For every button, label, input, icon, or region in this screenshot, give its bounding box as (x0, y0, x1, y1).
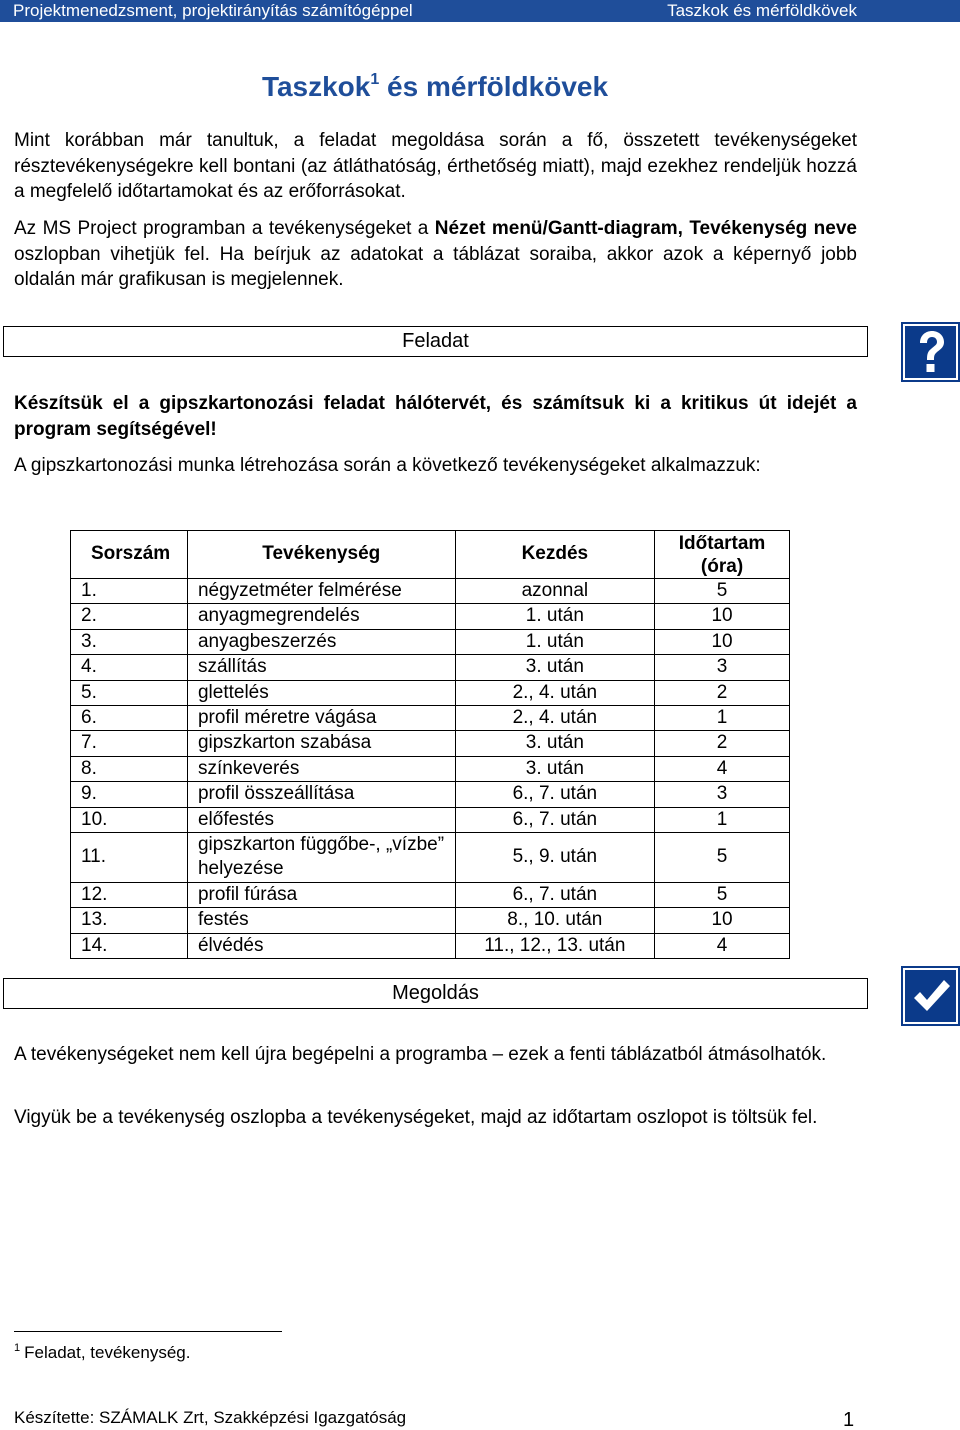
table-row (71, 933, 790, 958)
cell-sorszam: 13. (71, 908, 188, 933)
table-header-row (71, 531, 790, 579)
cell-kezdes: 3. után (455, 756, 655, 781)
cell-sorszam: 11. (71, 833, 188, 883)
cell-kezdes: 2., 4. után (455, 706, 655, 731)
cell-sorszam: 6. (71, 706, 188, 731)
table-row (71, 908, 790, 933)
table-row (71, 604, 790, 629)
footnote-divider (14, 1331, 282, 1332)
table-row (71, 731, 790, 756)
table-row (71, 833, 790, 883)
table-row (71, 807, 790, 832)
cell-kezdes: azonnal (455, 579, 655, 604)
table-row (71, 782, 790, 807)
cell-tevekenyseg: szállítás (187, 655, 455, 680)
cell-tevekenyseg: profil összeállítása (187, 782, 455, 807)
cell-sorszam: 8. (71, 756, 188, 781)
cell-sorszam: 9. (71, 782, 188, 807)
cell-sorszam: 12. (71, 882, 188, 907)
cell-tevekenyseg: glettelés (187, 680, 455, 705)
page-number: 1 (843, 1409, 855, 1430)
intro-p2-b: oszlopban vihetjük fel. Ha beírjuk az adatokat a táblázat soraiba, akkor azok a képernyő jobb oldalán már grafikusan is megjelennek. (14, 243, 857, 290)
table-row (71, 629, 790, 654)
title-main: Taszkok (261, 71, 371, 102)
cell-tevekenyseg: előfestés (187, 807, 455, 832)
cell-kezdes: 6., 7. után (455, 782, 655, 807)
cell-kezdes: 5., 9. után (455, 833, 655, 883)
title-rest: és mérföldkövek (379, 71, 609, 102)
cell-idotartam: 10 (655, 604, 790, 629)
cell-idotartam: 4 (655, 933, 790, 958)
header-sorszam: Sorszám (71, 531, 188, 579)
cell-tevekenyseg: színkeverés (187, 756, 455, 781)
table-row (71, 655, 790, 680)
intro-p2-a: Az MS Project programban a tevékenységeket a (14, 218, 435, 239)
cell-sorszam: 5. (71, 680, 188, 705)
cell-tevekenyseg: gipszkarton szabása (187, 731, 455, 756)
cell-idotartam: 5 (655, 833, 790, 883)
cell-kezdes: 1. után (455, 629, 655, 654)
cell-sorszam: 3. (71, 629, 188, 654)
header-kezdes: Kezdés (455, 531, 655, 579)
cell-idotartam: 5 (655, 579, 790, 604)
solution-paragraph-1: A tevékenységeket nem kell újra begépelni a programba – ezek a fenti táblázatból átmásolhatók. (14, 1044, 827, 1065)
header-idotartam: Időtartam (óra) (655, 531, 790, 579)
page-title (0, 60, 870, 107)
question-mark-icon (903, 324, 958, 380)
solution-paragraph-2: Vigyük be a tevékenység oszlopba a tevékenységeket, majd az időtartam oszlopot is töltsük fel. (14, 1107, 818, 1128)
cell-kezdes: 6., 7. után (455, 807, 655, 832)
cell-idotartam: 5 (655, 882, 790, 907)
header-tevekenyseg: Tevékenység (187, 531, 455, 579)
table-row (71, 680, 790, 705)
cell-kezdes: 2., 4. után (455, 680, 655, 705)
cell-sorszam: 4. (71, 655, 188, 680)
footnote (14, 1342, 190, 1363)
cell-tevekenyseg: gipszkarton függőbe-, „vízbe” helyezése (187, 833, 455, 883)
cell-idotartam: 1 (655, 706, 790, 731)
table-row (71, 706, 790, 731)
header-right: Taszkok és mérföldkövek (667, 1, 857, 20)
cell-kezdes: 3. után (455, 655, 655, 680)
footnote-number: 1 (14, 1342, 21, 1354)
cell-sorszam: 2. (71, 604, 188, 629)
footer-author: Készítette: SZÁMALK Zrt, Szakképzési Igazgatóság (14, 1408, 407, 1427)
cell-sorszam: 7. (71, 731, 188, 756)
table-row (71, 756, 790, 781)
cell-tevekenyseg: profil fúrása (187, 882, 455, 907)
cell-tevekenyseg: anyagmegrendelés (187, 604, 455, 629)
cell-sorszam: 1. (71, 579, 188, 604)
cell-idotartam: 4 (655, 756, 790, 781)
table-row (71, 579, 790, 604)
intro-p2-bold: Nézet menü/Gantt-diagram, Tevékenység neve (434, 218, 857, 239)
cell-kezdes: 1. után (455, 604, 655, 629)
cell-tevekenyseg: anyagbeszerzés (187, 629, 455, 654)
cell-idotartam: 2 (655, 731, 790, 756)
header-left: Projektmenedzsment, projektirányítás számítógéppel (13, 1, 413, 20)
page-header (0, 0, 960, 22)
activity-table (70, 530, 790, 959)
title-footnote-ref: 1 (370, 71, 380, 88)
task-bold-text: Készítsük el a gipszkartonozási feladat hálótervét, és számítsuk ki a kritikus út idejét a program segítségével! (14, 393, 857, 440)
cell-idotartam: 10 (655, 629, 790, 654)
cell-idotartam: 10 (655, 908, 790, 933)
cell-idotartam: 2 (655, 680, 790, 705)
footnote-text: Feladat, tevékenység. (24, 1343, 191, 1362)
cell-kezdes: 3. után (455, 731, 655, 756)
task-text: A gipszkartonozási munka létrehozása során a következő tevékenységeket alkalmazzuk: (14, 455, 761, 476)
cell-kezdes: 6., 7. után (455, 882, 655, 907)
solution-bar: Megoldás (3, 978, 868, 1009)
cell-idotartam: 3 (655, 782, 790, 807)
cell-sorszam: 14. (71, 933, 188, 958)
intro-paragraph-1: Mint korábban már tanultuk, a feladat megoldása során a fő, összetett tevékenységeket résztevékenységekre kell bontani (az átláthatóság, érthetőség miatt), majd ezekhez rendeljük hozzá a megfelelő időtartamokat és az erőforrásokat. (14, 130, 857, 202)
cell-tevekenyseg: négyzetméter felmérése (187, 579, 455, 604)
cell-kezdes: 11., 12., 13. után (455, 933, 655, 958)
cell-tevekenyseg: festés (187, 908, 455, 933)
checkmark-icon (903, 968, 958, 1024)
task-bar: Feladat (3, 326, 868, 357)
table-row (71, 882, 790, 907)
cell-idotartam: 1 (655, 807, 790, 832)
cell-idotartam: 3 (655, 655, 790, 680)
cell-sorszam: 10. (71, 807, 188, 832)
intro-paragraph-2 (14, 216, 857, 293)
cell-tevekenyseg: élvédés (187, 933, 455, 958)
cell-tevekenyseg: profil méretre vágása (187, 706, 455, 731)
cell-kezdes: 8., 10. után (455, 908, 655, 933)
